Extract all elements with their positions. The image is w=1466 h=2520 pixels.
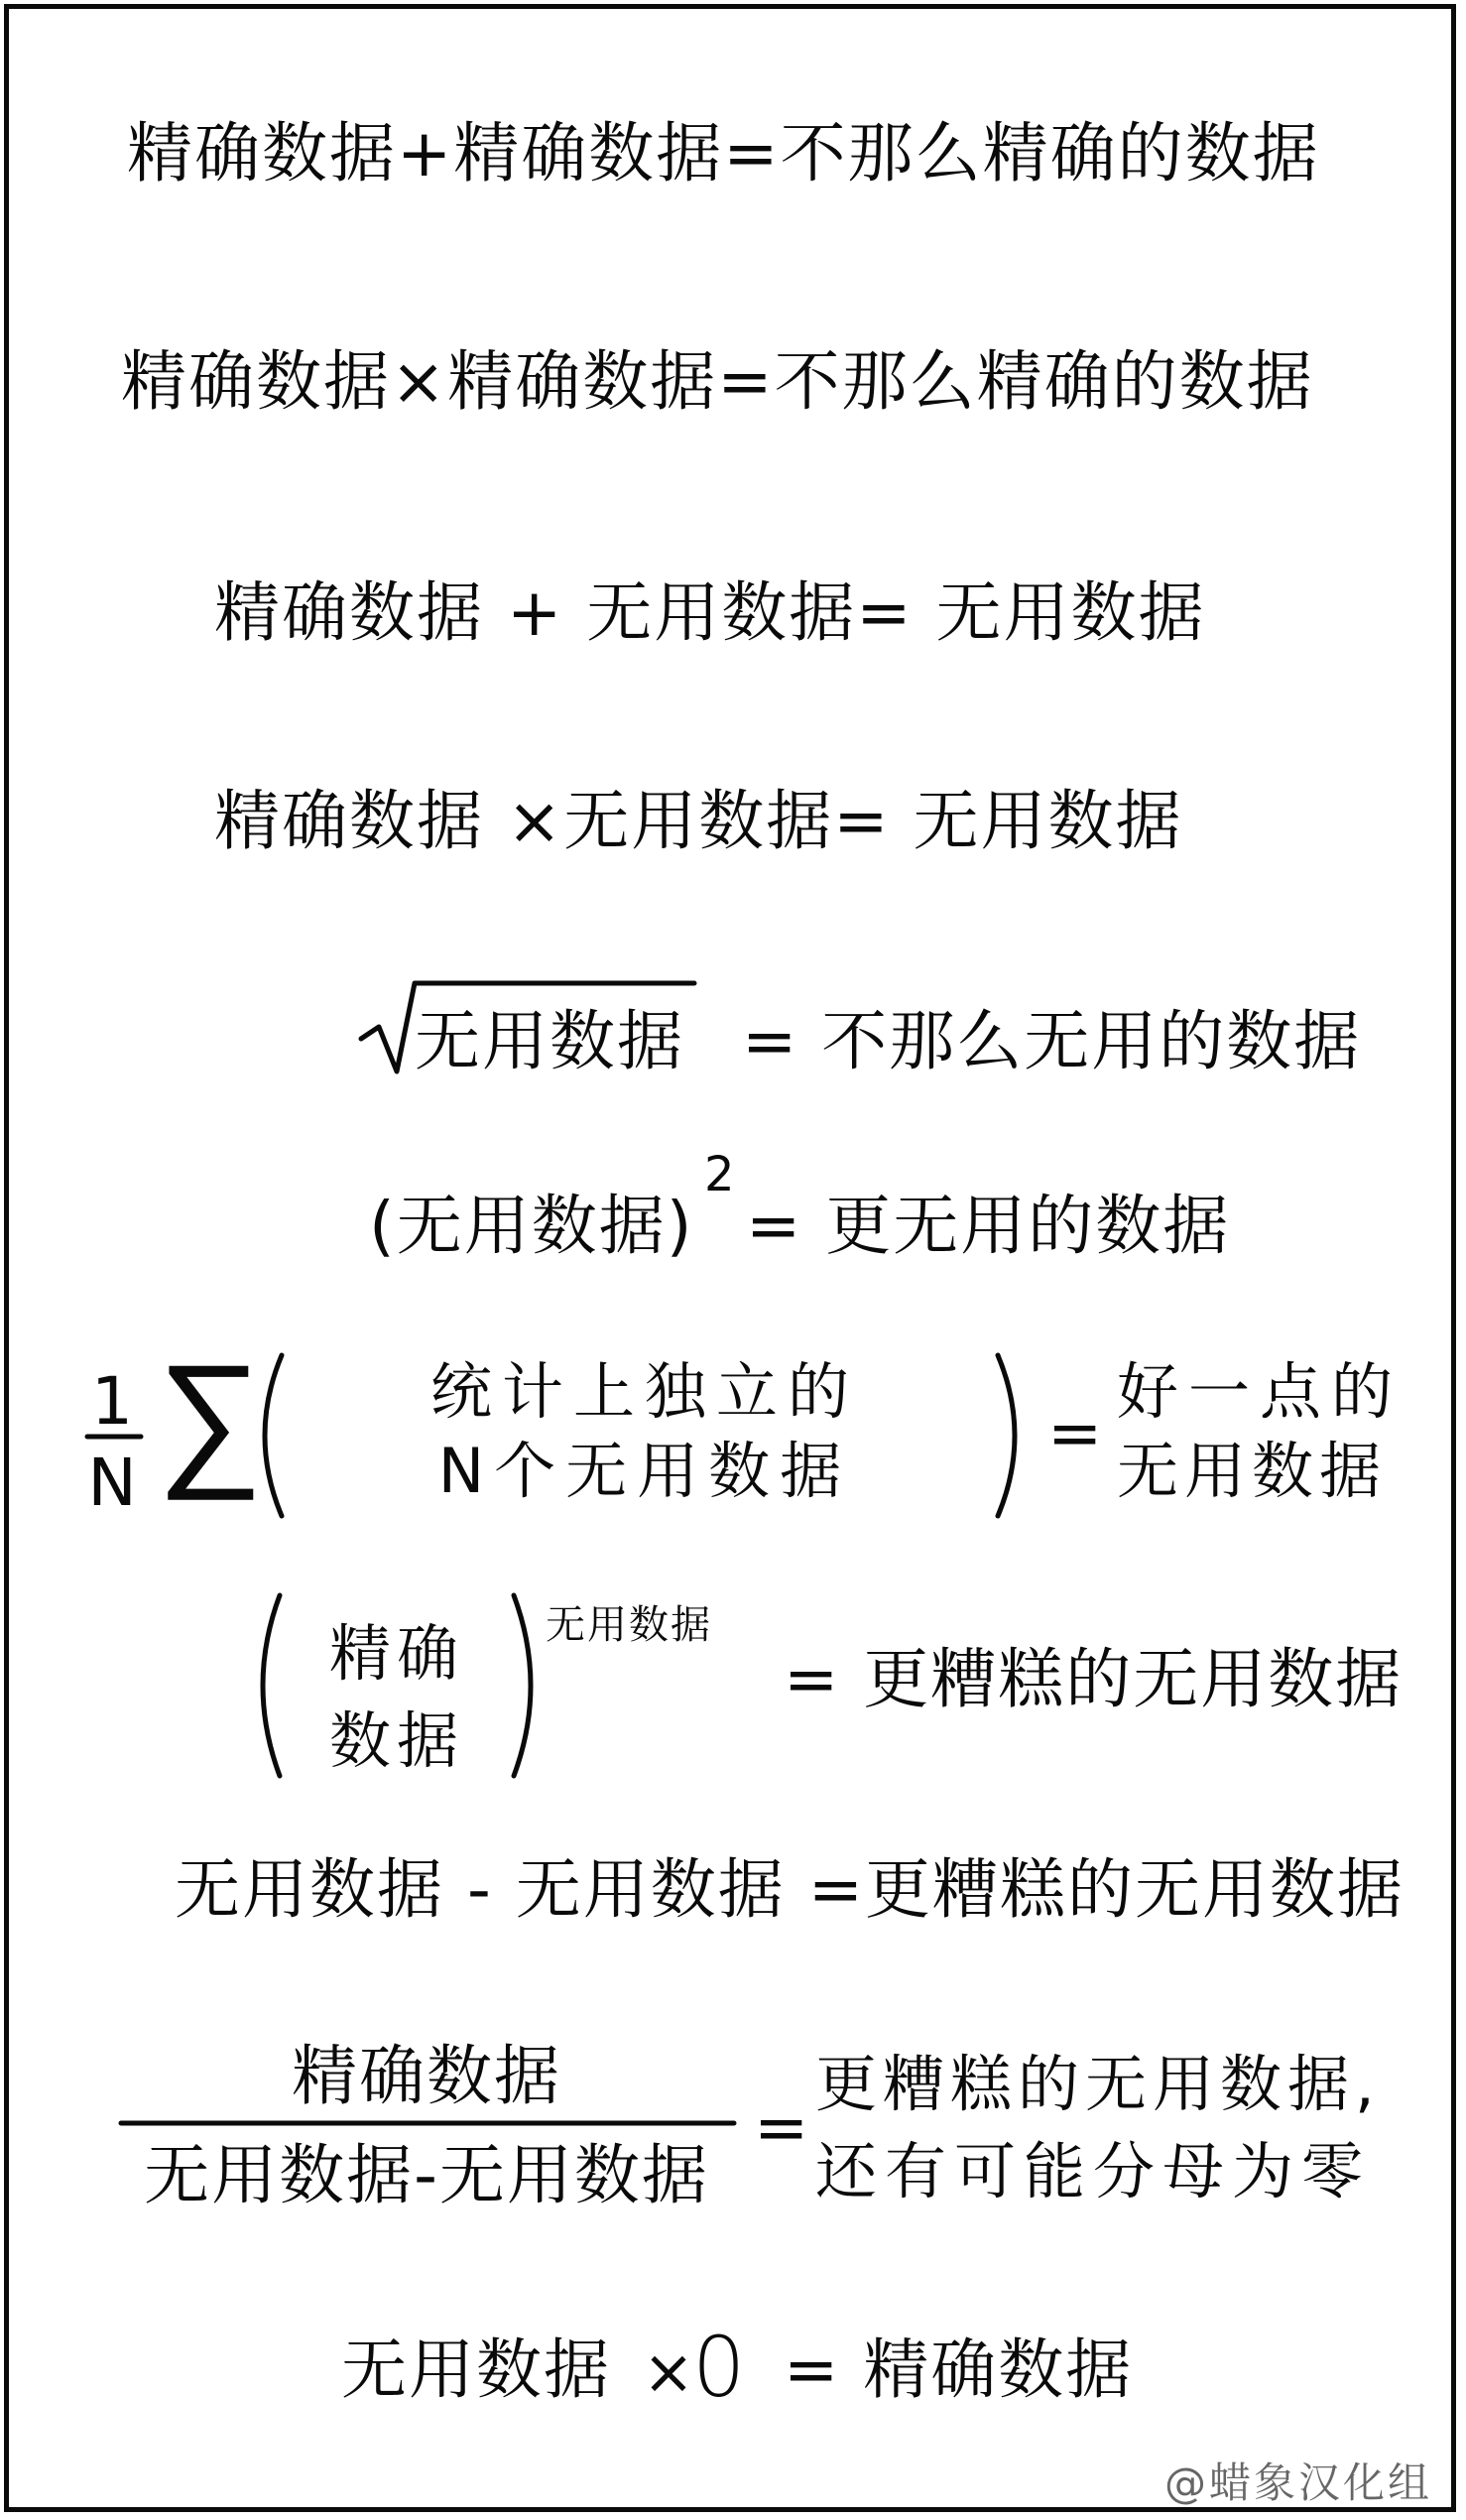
right-paren-icon: [508, 1591, 548, 1780]
equation-1: 精确数据+精确数据=不那么精确的数据: [127, 115, 1320, 191]
equation-3: 精确数据 + 无用数据= 无用数据: [214, 574, 1206, 651]
equation-7-denominator: N: [87, 1445, 139, 1521]
equation-7-rhs-line2: 无用数据: [1117, 1435, 1388, 1507]
equation-8-inner-line2: 数据: [329, 1704, 465, 1777]
fraction-bar: [85, 1433, 145, 1443]
equation-10-rhs-line1: 更糟糕的无用数据,: [815, 2048, 1381, 2120]
sum-symbol-icon: ∑: [157, 1331, 265, 1504]
equation-9: 无用数据 - 无用数据 =更糟糕的无用数据: [175, 1851, 1405, 1928]
equation-8-exponent: 无用数据: [546, 1602, 712, 1648]
watermark: @蜡象汉化组: [1163, 2458, 1432, 2507]
equation-8-rhs: = 更糟糕的无用数据: [784, 1641, 1404, 1717]
equation-7-inner-line2: N个无用数据: [437, 1435, 852, 1507]
equation-6-exponent: 2: [704, 1147, 737, 1202]
left-paren-icon: [248, 1351, 288, 1520]
equation-2: 精确数据×精确数据=不那么精确的数据: [121, 343, 1314, 420]
fraction-bar: [119, 2119, 744, 2129]
right-paren-icon: [992, 1351, 1032, 1520]
equation-10-numerator: 精确数据: [292, 2038, 561, 2114]
equation-11-zero: 0: [692, 2319, 748, 2416]
equation-5-radicand: 无用数据: [415, 1003, 684, 1079]
equation-10-equals: =: [754, 2089, 811, 2166]
equation-7-rhs-line1: 好一点的: [1117, 1355, 1404, 1428]
equation-7-equals: =: [1047, 1395, 1105, 1471]
left-paren-icon: [246, 1591, 286, 1780]
equation-11-lhs: 无用数据: [341, 2331, 611, 2408]
equation-6-rhs: = 更无用的数据: [746, 1188, 1231, 1264]
equation-11-times: ×: [643, 2335, 696, 2408]
equation-10-denominator: 无用数据-无用数据: [144, 2137, 709, 2213]
equation-6-base: (无用数据): [369, 1188, 694, 1264]
equation-11-rhs: = 精确数据: [784, 2331, 1134, 2408]
equation-7-numerator: 1: [91, 1363, 135, 1440]
equation-5-rhs: = 不那么无用的数据: [742, 1003, 1362, 1079]
equation-8-inner-line1: 精确: [329, 1617, 465, 1690]
equation-4: 精确数据 ×无用数据= 无用数据: [214, 783, 1183, 859]
equation-7-inner-line1: 统计上独立的: [429, 1355, 859, 1428]
equation-10-rhs-line2: 还有可能分母为零: [815, 2135, 1372, 2207]
